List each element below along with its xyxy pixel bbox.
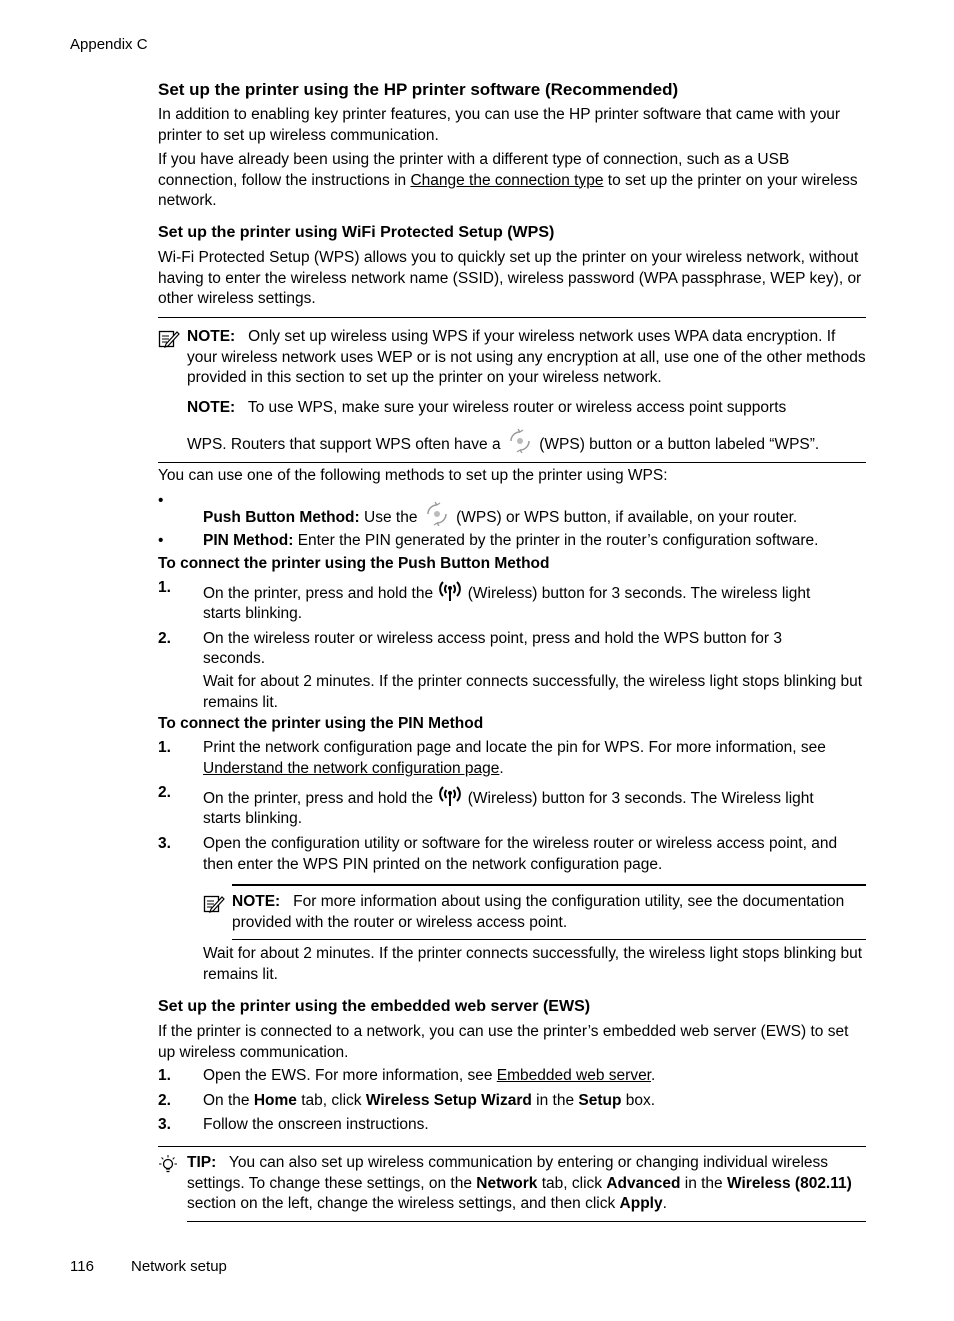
- note-icon: [158, 329, 180, 354]
- link-network-config-page[interactable]: Understand the network configuration page: [203, 759, 500, 777]
- step-number: 2.: [158, 1092, 171, 1109]
- tip-box: [187, 1153, 867, 1215]
- ui-term-home: Home: [253, 1092, 297, 1109]
- step-text: (Wireless) button for 3 seconds. The wireless light: [467, 585, 811, 602]
- bullet: •: [158, 532, 164, 549]
- page-number: 116: [70, 1258, 94, 1275]
- note-top-rule: [158, 317, 866, 318]
- note-top-rule: [232, 884, 866, 886]
- note-wps: [187, 398, 867, 419]
- procedure-heading-pin: To connect the printer using the PIN Method: [158, 715, 484, 732]
- paragraph-text: to set up the printer on your wireless network.: [158, 171, 858, 209]
- step-text: starts blinking.: [203, 810, 303, 827]
- paragraph-text: If you have already been using the printer with a different type of connection, such as a USB connection, follow the instructions in: [158, 151, 790, 189]
- step-text: On the: [203, 1092, 250, 1109]
- step-text: On the wireless router or wireless access point, press and hold the WPS button for 3: [203, 630, 782, 647]
- tip-text: in the: [684, 1174, 723, 1192]
- ui-term-network: Network: [476, 1174, 538, 1192]
- step-number: 3.: [158, 835, 171, 852]
- running-header: Appendix C: [70, 36, 148, 53]
- paragraph: [158, 150, 868, 212]
- pin-step-1: [203, 738, 868, 779]
- note-text: WPS. Routers that support WPS often have a: [187, 436, 501, 453]
- tip-bottom-rule: [187, 1221, 866, 1222]
- section-heading-wps: Set up the printer using WiFi Protected Setup (WPS): [158, 224, 555, 241]
- running-footer: Network setup: [131, 1258, 227, 1275]
- note-text: For more information about using the configuration utility, see the documentation provided with the router or wireless access point.: [232, 893, 845, 931]
- paragraph: If the printer is connected to a network, you can use the printer’s embedded web server (EWS) to set up wireless communication.: [158, 1023, 849, 1061]
- step-text: (Wireless) button for 3 seconds. The Wireless light: [467, 790, 814, 807]
- ews-step-1: [203, 1066, 868, 1087]
- note-config-utility: [232, 892, 866, 933]
- tip-label: TIP:: [187, 1154, 217, 1171]
- tip-text: You can also set up wireless communication by entering or changing individual wireless settings. To change these settings, on the: [187, 1154, 829, 1192]
- note-text: To use WPS, make sure your wireless router or wireless access point supports: [247, 399, 787, 416]
- step-note: Wait for about 2 minutes. If the printer connects successfully, the wireless light stops blinking but remains lit.: [203, 945, 863, 983]
- note-label: NOTE:: [187, 399, 236, 416]
- tip-text: .: [662, 1195, 667, 1212]
- ui-term-wizard: Wireless Setup Wizard: [365, 1092, 532, 1109]
- link-change-connection-type[interactable]: Change the connection type: [410, 171, 604, 189]
- procedure-heading-push: To connect the printer using the Push Button Method: [158, 555, 550, 572]
- bullet-pin: [203, 531, 868, 552]
- step-text: On the printer, press and hold the: [203, 585, 434, 602]
- method-text: (WPS) or WPS button, if available, on your router.: [456, 509, 798, 526]
- tip-text: tab, click: [541, 1174, 603, 1192]
- step-text: box.: [625, 1092, 656, 1109]
- wps-icon: [505, 427, 535, 465]
- step-number: 1.: [158, 739, 171, 756]
- step-text: Print the network configuration page and locate the pin for WPS. For more information, see: [203, 739, 826, 756]
- note-label: NOTE:: [187, 328, 236, 345]
- step-text: Follow the onscreen instructions.: [203, 1116, 429, 1133]
- step-number: 3.: [158, 1116, 171, 1133]
- paragraph: You can use one of the following methods to set up the printer using WPS:: [158, 467, 668, 484]
- ews-step-2: [203, 1091, 868, 1112]
- step-note: Wait for about 2 minutes. If the printer connects successfully, the wireless light stops blinking but remains lit.: [203, 673, 863, 711]
- paragraph: In addition to enabling key printer features, you can use the HP printer software that came with your printer to set up wireless communication.: [158, 106, 841, 144]
- step-text: .: [499, 759, 504, 777]
- note-wps-line2: [187, 427, 867, 465]
- ui-term-apply: Apply: [619, 1195, 663, 1212]
- note-bottom-rule: [158, 462, 866, 463]
- step-text: Open the EWS. For more information, see: [203, 1067, 493, 1084]
- step-text: .: [651, 1067, 656, 1084]
- bullet: •: [158, 492, 164, 509]
- step-text: tab, click: [301, 1092, 362, 1109]
- tip-top-rule: [158, 1146, 866, 1147]
- ui-term-setup: Setup: [578, 1092, 622, 1109]
- ui-term-advanced: Advanced: [606, 1174, 681, 1192]
- method-label: PIN Method:: [203, 532, 294, 549]
- paragraph: Wi-Fi Protected Setup (WPS) allows you to quickly set up the printer on your wireless network, without having to enter the wireless network name (SSID), wireless password (WPA passphrase, WEP key), or other wireless settings.: [158, 249, 862, 307]
- step-text: Open the configuration utility or software for the wireless router or wireless access point, and then enter the WPS PIN printed on the network configuration page.: [203, 835, 838, 873]
- step-number: 1.: [158, 1067, 171, 1084]
- tip-text: section on the left, change the wireless settings, and then click: [187, 1195, 616, 1212]
- note-wpa: [187, 327, 867, 389]
- method-text: Use the: [364, 509, 418, 526]
- method-text: Enter the PIN generated by the printer in the router’s configuration software.: [297, 532, 819, 549]
- note-text: Only set up wireless using WPS if your wireless network uses WPA data encryption. If your wireless network uses WEP or is not using any encryption at all, use one of the other methods provided in this section to set up the printer on your wireless network.: [187, 328, 866, 386]
- lightbulb-icon: [157, 1154, 179, 1181]
- section-heading-ews: Set up the printer using the embedded web server (EWS): [158, 998, 591, 1015]
- step-number: 1.: [158, 579, 171, 596]
- note-text: (WPS) button or a button labeled “WPS”.: [539, 436, 820, 453]
- ui-term-wireless: Wireless (802.11): [726, 1174, 852, 1192]
- method-label: Push Button Method:: [203, 509, 360, 526]
- note-bottom-rule: [232, 939, 866, 940]
- step-number: 2.: [158, 630, 171, 647]
- step-text: in the: [536, 1092, 575, 1109]
- note-icon: [203, 894, 225, 919]
- step-text: seconds.: [203, 650, 266, 667]
- link-embedded-web-server[interactable]: Embedded web server: [496, 1067, 651, 1084]
- step-text: starts blinking.: [203, 605, 303, 622]
- section-heading-hp-software: Set up the printer using the HP printer software (Recommended): [158, 80, 679, 99]
- note-label: NOTE:: [232, 893, 281, 910]
- step-text: On the printer, press and hold the: [203, 790, 434, 807]
- step-number: 2.: [158, 784, 171, 801]
